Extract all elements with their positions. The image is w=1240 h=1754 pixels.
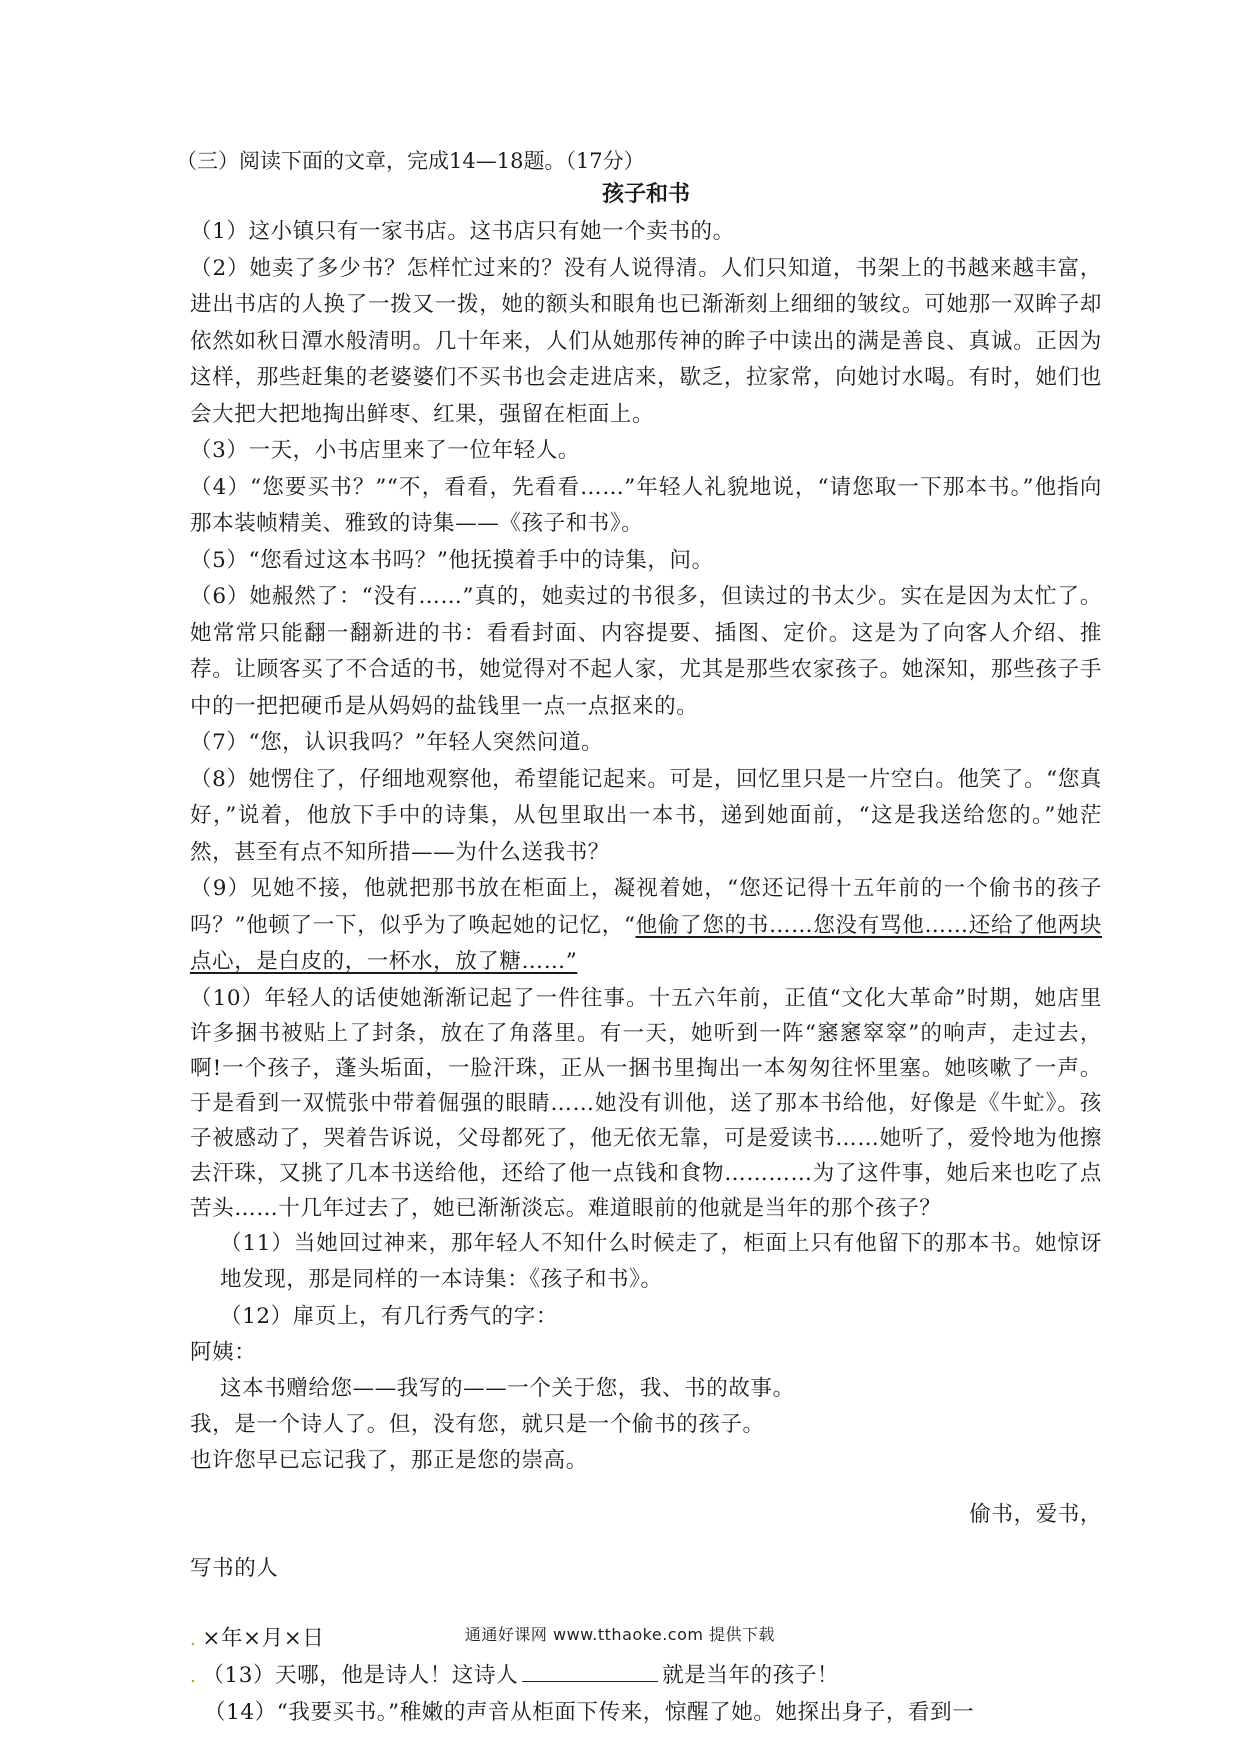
- letter-date: ×年×月×日: [202, 1626, 325, 1651]
- paragraph-6: （6）她赧然了：“没有……”真的，她卖过的书很多，但读过的书太少。实在是因为太忙了。她常常只能翻一翻新进的书：看看封面、内容提要、插图、定价。这是为了向客人介绍、推荐。让顾客买了不合适的书，她觉得对不起人家，尤其是那些农家孩子。她深知，那些孩子手中的一把把硬币是从妈妈的盐钱里一点一点抠来的。: [190, 584, 1102, 719]
- paragraph-3: （3）一天，小书店里来了一位年轻人。: [190, 438, 580, 463]
- paragraph-13-text-b: 就是当年的孩子！: [662, 1663, 839, 1688]
- paragraph-11: （11）当她回过神来，那年轻人不知什么时候走了，柜面上只有他留下的那本书。她惊讶地发现，那是同样的一本诗集：《孩子和书》。: [220, 1230, 1102, 1292]
- answer-blank[interactable]: [522, 1661, 658, 1682]
- signature-line-2: 写书的人: [190, 1556, 279, 1581]
- paragraph-13-text-a: （13）天哪，他是诗人！这诗人: [202, 1663, 519, 1688]
- paragraph-1: （1）这小镇只有一家书店。这书店只有她一个卖书的。: [190, 219, 735, 244]
- article-title: 孩子和书: [601, 182, 690, 207]
- paragraph-14: （14）“我要买书。”稚嫩的声音从柜面下传来，惊醒了她。她探出身子，看到一: [204, 1700, 975, 1725]
- paragraph-8: （8）她愣住了，仔细地观察他，希望能记起来。可是，回忆里只是一片空白。他笑了。“您真好，”说着，他放下手中的诗集，从包里取出一本书，递到她面前，“这是我送给您的。”她茫然，甚至有点不知所措——为什么送我书？: [190, 766, 1102, 865]
- paragraph-4: （4）“您要买书？”“不，看看，先看看……”年轻人礼貌地说，“请您取一下那本书。”他指向那本装帧精美、雅致的诗集——《孩子和书》。: [190, 474, 1102, 536]
- letter-line-2: 我，是一个诗人了。但，没有您，就只是一个偷书的孩子。: [190, 1412, 765, 1437]
- paragraph-9-underlined: 他偷了您的书……您没有骂他……还给了他两块点心，是白皮的，一杯水，放了糖……”: [190, 912, 1102, 974]
- letter-line-1: 这本书赠给您——我写的——一个关于您，我、书的故事。: [220, 1376, 795, 1401]
- document-body: [176, 146, 1102, 1731]
- paragraph-9: [190, 871, 1102, 981]
- paragraph-5: （5）“您看过这本书吗？”他抚摸着手中的诗集，问。: [190, 547, 714, 573]
- paragraph-2: （2）她卖了多少书？怎样忙过来的？没有人说得清。人们只知道，书架上的书越来越丰富，进出书店的人换了一拨又一拨，她的额头和眼角也已渐渐刻上细细的皱纹。可她那一双眸子却依然如秋日潭水般清明。几十年来，人们从她那传神的眸子中读出的满是善良、真诚。正因为这样，那些赶集的老婆婆们不买书也会走进店来，歇乏，拉家常，向她讨水喝。有时，她们也会大把大把地掏出鲜枣、红果，强留在柜面上。: [190, 255, 1102, 427]
- paragraph-13: [190, 1658, 1102, 1695]
- paragraph-7: （7）“您，认识我吗？”年轻人突然问道。: [190, 730, 604, 755]
- section-heading: （三）阅读下面的文章，完成14—18题。（17分）: [176, 149, 645, 173]
- letter-line-3: 也许您早已忘记我了，那正是您的崇高。: [190, 1448, 588, 1473]
- mark-dot: .: [190, 1629, 197, 1650]
- mark-dot: .: [190, 1666, 197, 1687]
- letter-salutation: 阿姨：: [190, 1340, 257, 1365]
- paragraph-9-text: （9）见她不接，他就把那书放在柜面上，凝视着她，“您还记得十五年前的一个偷书的孩子吗？”他顿了一下，似乎为了唤起她的记忆，“: [190, 876, 1102, 938]
- paragraph-10: （10）年轻人的话使她渐渐记起了一件往事。十五六年前，正值“文化大革命”时期，她店里许多捆书被贴上了封条，放在了角落里。有一天，她听到一阵“窸窸窣窣”的响声，走过去，啊!一个孩子，蓬头垢面，一脸汗珠，正从一捆书里掏出一本匆匆往怀里塞。她咳嗽了一声。于是看到一双慌张中带着倔强的眼睛……她没有训他，送了那本书给他，好像是《牛虻》。孩子被感动了，哭着告诉说，父母都死了，他无依无靠，可是爱读书……她听了，爱怜地为他擦去汗珠，又挑了几本书送给他，还给了他一点钱和食物…………为了这件事，她后来也吃了点苦头……十几年过去了，她已渐渐淡忘。难道眼前的他就是当年的那个孩子？: [190, 985, 1102, 1221]
- signature-line-1: 偷书，爱书，: [969, 1502, 1102, 1527]
- paragraph-12: （12）扉页上，有几行秀气的字：: [220, 1303, 558, 1329]
- page-footer: 通通好课网 www.tthaoke.com 提供下载: [464, 1625, 776, 1644]
